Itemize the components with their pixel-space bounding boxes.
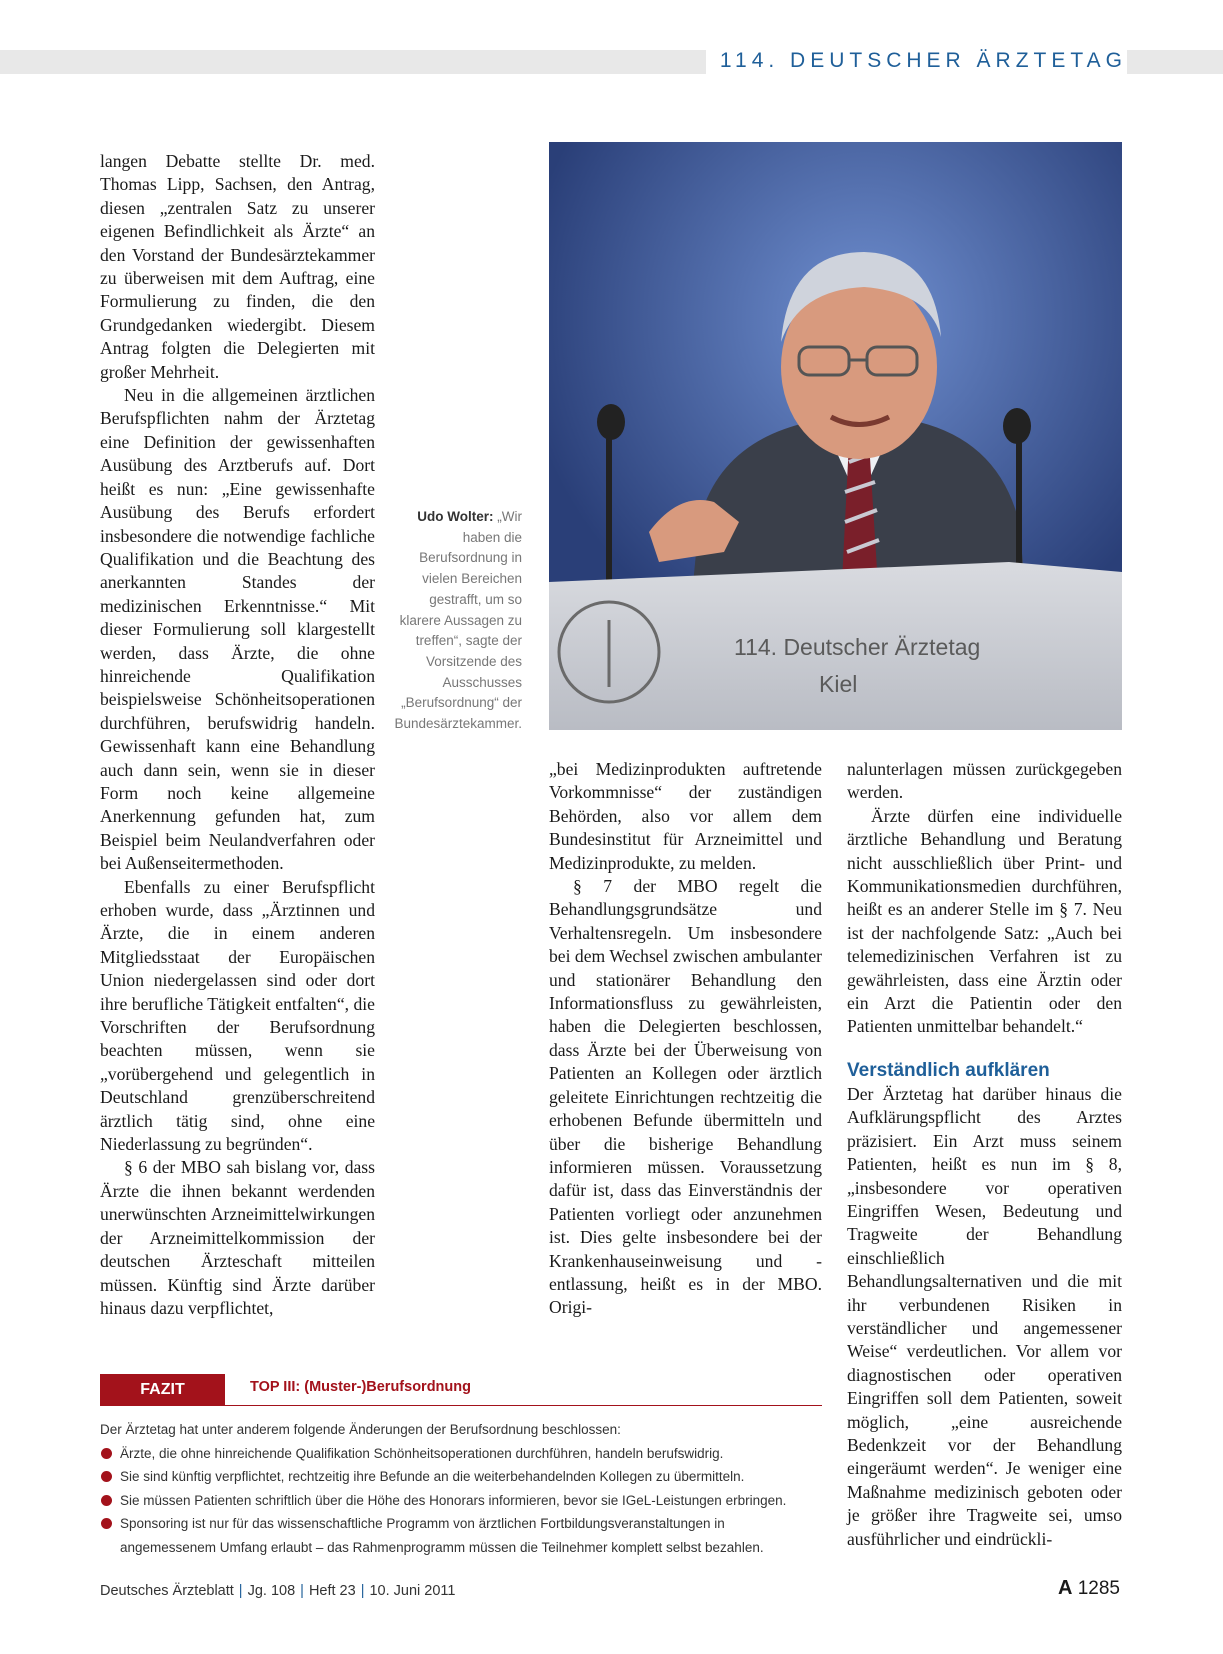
footer: [100, 1583, 455, 1599]
section-title: 114. DEUTSCHER ÄRZTETAG: [706, 47, 1127, 75]
text-column-2: [549, 758, 822, 1320]
page-number-value: 1285: [1077, 1578, 1120, 1599]
separator: |: [360, 1583, 365, 1599]
fazit-list: [100, 1442, 822, 1560]
paragraph: nalunterlagen müssen zurückgegeben werden.: [847, 759, 1122, 803]
speaker-photo: [549, 142, 1122, 730]
issue: Heft 23: [308, 1583, 356, 1599]
fazit-list-item: Ärzte, die ohne hinreichende Qualifikation Schönheitsoperationen durchführen, handeln berufswidrig.: [100, 1442, 822, 1466]
paragraph: § 6 der MBO sah bislang vor, dass Ärzte die ihnen bekannt werdenden unerwünschten Arzneimittelwirkungen der Arzneimittelkommission der deutschen Ärzteschaft mitteilen müssen. Künftig sind Ärzte darüber hinaus dazu verpflichtet,: [100, 1157, 375, 1318]
fazit-title: TOP III: (Muster-)Berufsordnung: [250, 1379, 471, 1395]
paragraph: § 7 der MBO regelt die Behandlungsgrundsätze und Verhaltensregeln. Um insbesondere bei dem Wechsel zwischen ambulanter und stationärer Behandlung den Informationsfluss zu gewährleisten, haben die Delegierten beschlossen, dass Ärzte bei der Überweisung von Patienten an Kollegen oder ärztlich geleitete Einrichtungen rechtzeitig die erhobenen Befunde übermitteln und über die bisherige Behandlung informieren müssen. Voraussetzung dafür ist, dass das Einverständnis der Patienten vorliegt oder anzunehmen ist. Dies gelte insbesondere bei der Krankenhauseinweisung und -entlassung, heißt es in der MBO. Origi-: [549, 876, 822, 1318]
paragraph: Ebenfalls zu einer Berufspflicht erhoben wurde, dass „Ärztinnen und Ärzte, die in einem anderen Mitgliedsstaat der Europäischen Union niedergelassen sind oder dort ihre berufliche Tätigkeit entfalten“, die Vorschriften der Berufsordnung beachten müssen, wenn sie „vorübergehend und gelegentlich in Deutschland grenzüberschreitend ärztlich tätig sind, ohne eine Niederlassung zu begründen“.: [100, 876, 375, 1155]
paragraph: „bei Medizinprodukten auftretende Vorkommnisse“ der zuständigen Behörden, also vor allem dem Bundesinstitut für Arzneimittel und Medizinprodukte, zu melden.: [549, 759, 822, 873]
fazit-label: FAZIT: [100, 1374, 225, 1406]
paragraph: langen Debatte stellte Dr. med. Thomas Lipp, Sachsen, den Antrag, diesen „zentralen Satz zu unserer eigenen Befindlichkeit als Ärzte“ an den Vorstand der Bundesärztekammer zu überweisen mit dem Auftrag, eine Formulierung zu finden, die den Grundgedanken wiedergibt. Diesem Antrag folgten die Delegierten mit großer Mehrheit.: [100, 151, 375, 382]
podium-text-line2: Kiel: [819, 671, 858, 697]
paragraph: Der Ärztetag hat darüber hinaus die Aufklärungspflicht des Arztes präzisiert. Ein Arzt muss seinem Patienten, heißt es nun im § 8, „insbesondere vor operativen Eingriffen Wesen, Bedeutung und Tragweite der Behandlung einschließlich Behandlungsalternativen und die mit ihr verbundenen Risiken in verständlicher und angemessener Weise“ verdeutlichen. Vor allem vor diagnostischen oder operativen Eingriffen soll dem Patienten, soweit möglich, „eine ausreichende Bedenkzeit vor der Behandlung eingeräumt werden“. Je weniger eine Maßnahme medizinisch geboten oder je größer ihre Tragweite sei, umso ausführlicher und eindrückli-: [847, 1083, 1122, 1549]
page-prefix: A: [1057, 1577, 1073, 1599]
separator: |: [300, 1583, 304, 1599]
text-column-1: [100, 150, 375, 1320]
paragraph: Neu in die allgemeinen ärztlichen Berufspflichten nahm der Ärztetag eine Definition der gewissenhaften Ausübung des Arztberufs auf. Dort heißt es nun: „Eine gewissenhafte Ausübung des Berufs erfordert insbesondere die notwendige fachliche Qualifikation und die Beachtung des anerkannten Standes der medizinischen Erkenntnisse.“ Mit dieser Formulierung soll klargestellt werden, dass Ärzte, die ohne hinreichende Qualifikation beispielsweise Schönheitsoperationen durchführen, berufswidrig handeln. Gewissenhaft kann eine Behandlung auch dann sein, wenn sie in dieser Form noch keine allgemeine Anerkennung gefunden hat, zum Beispiel beim Neulandverfahren oder bei Außenseitermethoden.: [100, 385, 375, 874]
issue-date: 10. Juni 2011: [369, 1583, 456, 1599]
paragraph: Ärzte dürfen eine individuelle ärztliche Behandlung und Beratung nicht ausschließlich über Print- und Kommunikationsmedien durchführen, heißt es an anderer Stelle im § 7. Neu ist der nachfolgende Satz: „Auch bei telemedizinischen Verfahren ist zu gewährleisten, dass eine Ärztin oder ein Arzt die Patientin oder den Patienten unmittelbar behandelt.“: [847, 805, 1122, 1037]
subheading: Verständlich aufklären: [847, 1059, 1050, 1081]
photo-caption: [392, 507, 522, 735]
caption-text: „Wir haben die Berufsordnung in vielen Bereichen gestrafft, um so klarere Aussagen zu treffen“, sagte der Vorsitzende des Ausschusses „Berufsordnung“ der Bundesärztekammer.: [394, 509, 522, 732]
text-column-3: [847, 758, 1122, 1551]
speaker-photo-illustration: [549, 142, 1122, 730]
journal-name: Deutsches Ärzteblatt: [100, 1583, 234, 1599]
separator: |: [238, 1583, 243, 1599]
page-number: [1058, 1577, 1120, 1600]
fazit-list-item: Sponsoring ist nur für das wissenschaftliche Programm von ärztlichen Fortbildungsveranstaltungen in angemessenem Umfang erlaubt – das Rahmenprogramm müssen die Teilnehmer komplett selbst bezahlen.: [100, 1512, 822, 1559]
caption-speaker: Udo Wolter:: [417, 509, 494, 524]
podium-text-line1: 114. Deutscher Ärztetag: [734, 634, 981, 660]
fazit-box: [100, 1418, 822, 1560]
volume: Jg. 108: [247, 1583, 296, 1599]
fazit-list-item: Sie sind künftig verpflichtet, rechtzeitig ihre Befunde an die weiterbehandelnden Kollegen zu übermitteln.: [100, 1465, 822, 1489]
fazit-intro: Der Ärztetag hat unter anderem folgende Änderungen der Berufsordnung beschlossen:: [100, 1422, 621, 1437]
fazit-divider: [225, 1405, 822, 1406]
fazit-list-item: Sie müssen Patienten schriftlich über die Höhe des Honorars informieren, bevor sie IGeL-Leistungen erbringen.: [100, 1489, 822, 1513]
